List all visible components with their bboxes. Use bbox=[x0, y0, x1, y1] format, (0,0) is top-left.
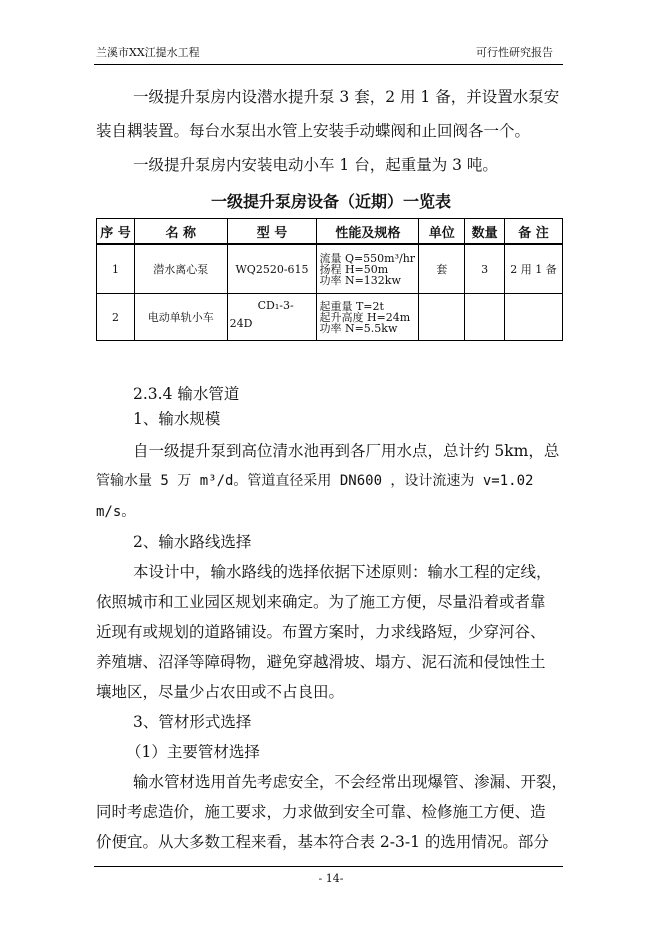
cell-no: 1 bbox=[97, 244, 135, 294]
cell-note bbox=[505, 294, 563, 341]
paragraph-line: m/s。 bbox=[96, 504, 136, 520]
section-heading: 2.3.4 输水管道 bbox=[133, 385, 240, 403]
cell-model bbox=[227, 294, 317, 341]
paragraph-line: 装自耦装置。每台水泵出水管上安装手动蝶阀和止回阀各一个。 bbox=[96, 122, 531, 140]
column-header-qty: 数量 bbox=[465, 219, 505, 245]
table-row bbox=[97, 244, 563, 294]
spec-line: 功率 N=5.5kw bbox=[319, 321, 398, 335]
cell-qty bbox=[465, 294, 505, 341]
subsection-heading: 1、输水规模 bbox=[133, 410, 221, 428]
cell-note: 2 用 1 备 bbox=[505, 244, 563, 294]
page-number: - 14- bbox=[318, 872, 344, 885]
cell-spec bbox=[317, 294, 419, 341]
header-divider bbox=[94, 64, 563, 65]
header-document-title: 兰溪市XX江提水工程 bbox=[96, 46, 200, 59]
paragraph-line: 一级提升泵房内设潜水提升泵 3 套，2 用 1 备，并设置水泵安 bbox=[133, 88, 560, 106]
paragraph-line: 输水管材选用首先考虑安全，不会经常出现爆管、渗漏、开裂， bbox=[133, 773, 568, 791]
cell-no: 2 bbox=[97, 294, 135, 341]
cell-unit bbox=[419, 294, 465, 341]
cell-qty: 3 bbox=[465, 244, 505, 294]
spec-line: 扬程 H=50m bbox=[319, 262, 389, 276]
cell-model: WQ2520-615 bbox=[227, 244, 317, 294]
column-header-unit: 单位 bbox=[419, 219, 465, 245]
cell-unit: 套 bbox=[419, 244, 465, 294]
column-header-note: 备 注 bbox=[505, 219, 563, 245]
subsection-heading: 3、管材形式选择 bbox=[133, 713, 252, 731]
subsection-heading: 2、输水路线选择 bbox=[133, 533, 252, 551]
paragraph-line: 养殖塘、沼泽等障碍物，避免穿越滑坡、塌方、泥石流和侵蚀性土 bbox=[96, 653, 546, 671]
header-report-type: 可行性研究报告 bbox=[476, 46, 553, 59]
column-header-model: 型 号 bbox=[227, 219, 317, 245]
footer-divider bbox=[94, 866, 563, 867]
table-header-row bbox=[97, 219, 563, 245]
paragraph-line: 本设计中，输水路线的选择依据下述原则：输水工程的定线， bbox=[133, 563, 552, 581]
cell-name: 潜水离心泵 bbox=[134, 244, 227, 294]
subsection-heading: （1）主要管材选择 bbox=[126, 743, 260, 761]
table-row bbox=[97, 294, 563, 341]
spec-line: 起升高度 H=24m bbox=[319, 310, 411, 324]
paragraph-line: 同时考虑造价，施工要求，力求做到安全可靠、检修施工方便、造 bbox=[96, 803, 546, 821]
spec-line: 起重量 T=2t bbox=[319, 299, 384, 313]
spec-line: 流量 Q=550m³/hr bbox=[319, 251, 416, 265]
paragraph-line: 自一级提升泵到高位清水池再到各厂用水点，总计约 5km，总 bbox=[133, 442, 560, 460]
column-header-spec: 性能及规格 bbox=[317, 219, 419, 245]
cell-spec bbox=[317, 244, 419, 294]
paragraph-line: 一级提升泵房内安装电动小车 1 台，起重量为 3 吨。 bbox=[133, 156, 498, 174]
column-header-no: 序 号 bbox=[97, 219, 135, 245]
paragraph-line: 壤地区，尽量少占农田或不占良田。 bbox=[96, 683, 345, 701]
cell-name: 电动单轨小车 bbox=[134, 294, 227, 341]
table-title: 一级提升泵房设备（近期）一览表 bbox=[210, 192, 451, 211]
model-line: 24D bbox=[229, 317, 253, 330]
paragraph-line: 近现有或规划的道路铺设。布置方案时，力求线路短，少穿河谷、 bbox=[96, 623, 546, 641]
paragraph-line: 价便宜。从大多数工程来看，基本符合表 2-3-1 的选用情况。部分 bbox=[96, 833, 549, 851]
equipment-table bbox=[96, 218, 563, 341]
paragraph-line: 依照城市和工业园区规划来确定。为了施工方便，尽量沿着或者靠 bbox=[96, 593, 546, 611]
spec-line: 功率 N=132kw bbox=[319, 273, 401, 287]
column-header-name: 名 称 bbox=[134, 219, 227, 245]
model-line: CD₁-3- bbox=[257, 299, 294, 312]
paragraph-line: 管输水量 5 万 m³/d。管道直径采用 DN600 ，设计流速为 v=1.02 bbox=[96, 473, 534, 489]
